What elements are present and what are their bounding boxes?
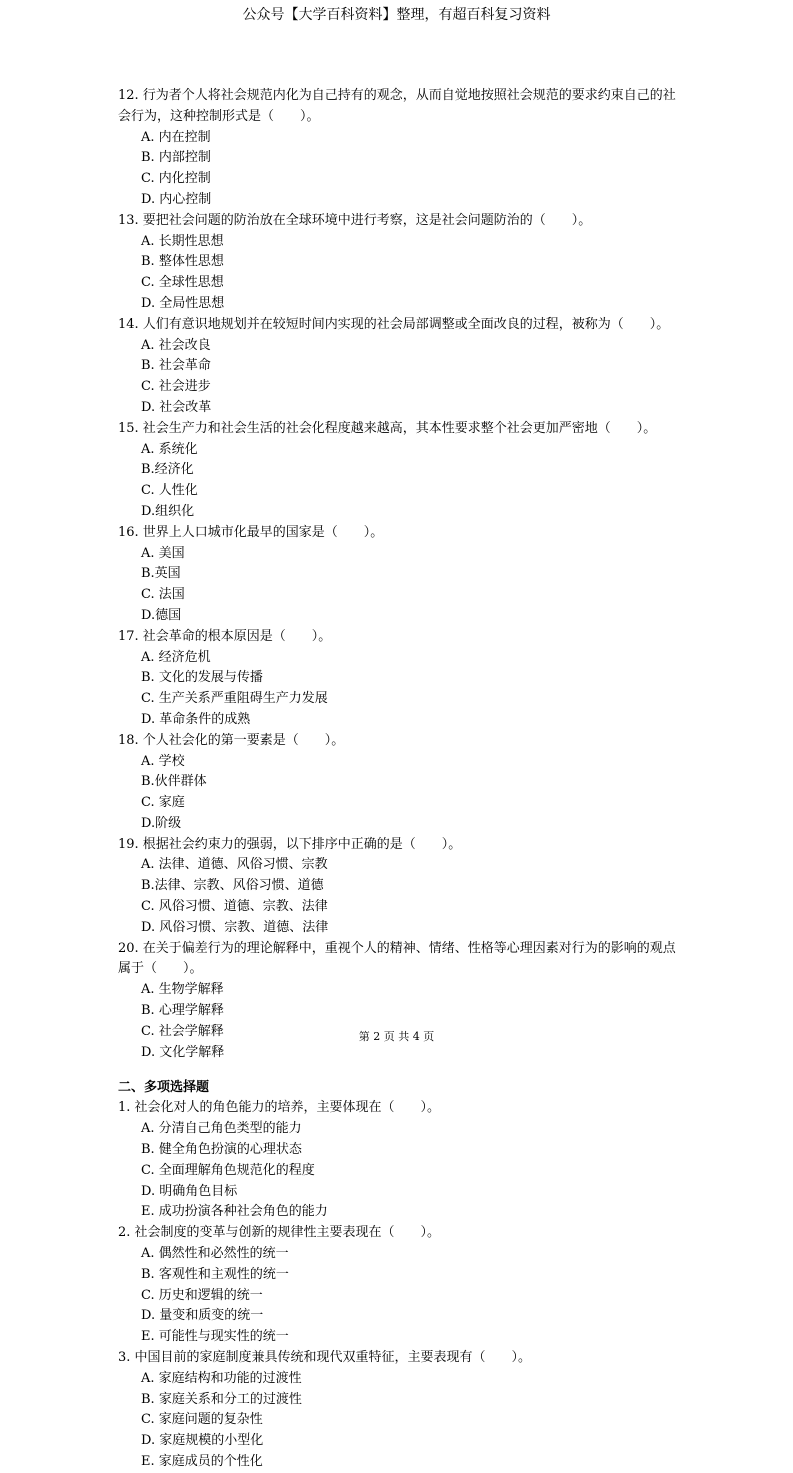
- question: [118, 835, 688, 939]
- question-options: [118, 752, 688, 835]
- answer-option: B. 整体性思想: [141, 254, 224, 270]
- answer-option: D. 内心控制: [141, 191, 212, 207]
- answer-option: A. 系统化: [141, 441, 198, 457]
- answer-option: B. 社会革命: [141, 358, 211, 374]
- answer-option: A. 经济危机: [141, 649, 211, 665]
- answer-option: A. 内在控制: [141, 129, 211, 145]
- answer-option: A. 家庭结构和功能的过渡性: [141, 1370, 302, 1386]
- answer-option: B. 健全角色扮演的心理状态: [141, 1142, 302, 1158]
- answer-option: B. 心理学解释: [141, 1003, 224, 1019]
- answer-option: D.阶级: [141, 815, 182, 831]
- page-header: 公众号【大学百科资料】整理，有超百科复习资料: [242, 7, 551, 23]
- question-stem: 14. 人们有意识地规划并在较短时间内实现的社会局部调整或全面改良的过程，被称为（ ）。: [118, 316, 670, 332]
- answer-option: B.伙伴群体: [141, 774, 207, 790]
- question-options: [118, 440, 688, 523]
- answer-option: C. 社会进步: [141, 379, 211, 395]
- answer-option: C. 家庭: [141, 795, 185, 811]
- answer-option: C. 家庭问题的复杂性: [141, 1412, 263, 1428]
- answer-option: C. 社会学解释: [141, 1023, 224, 1039]
- question-stem: 1. 社会化对人的角色能力的培养，主要体现在（ ）。: [118, 1100, 441, 1116]
- answer-option: A. 生物学解释: [141, 982, 224, 998]
- answer-option: B.英国: [141, 566, 181, 582]
- exam-content: [118, 86, 688, 1473]
- question-options: [118, 855, 688, 938]
- question-options: [118, 980, 688, 1063]
- question-stem: 19. 根据社会约束力的强弱，以下排序中正确的是（ ）。: [118, 836, 462, 852]
- section-title-multiple-choice: 二、多项选择题: [118, 1080, 210, 1096]
- answer-option: A. 分清自己角色类型的能力: [141, 1121, 302, 1137]
- question-stem: 15. 社会生产力和社会生活的社会化程度越来越高，其本性要求整个社会更加严密地（ ）。: [118, 420, 657, 436]
- answer-option: A. 社会改良: [141, 337, 211, 353]
- question-stem: 20. 在关于偏差行为的理论解释中，重视个人的精神、情绪、性格等心理因素对行为的影响的观点属于（ ）。: [118, 940, 676, 977]
- page-footer: 第 2 页 共 4 页: [358, 1030, 435, 1043]
- answer-option: B.经济化: [141, 462, 194, 478]
- answer-option: D. 量变和质变的统一: [141, 1308, 264, 1324]
- answer-option: D. 明确角色目标: [141, 1183, 238, 1199]
- answer-option: D. 革命条件的成熟: [141, 711, 251, 727]
- answer-option: C. 人性化: [141, 483, 198, 499]
- question-options: [118, 128, 688, 211]
- answer-option: D. 全局性思想: [141, 295, 225, 311]
- question-stem: 13. 要把社会问题的防治放在全球环境中进行考察，这是社会问题防治的（ ）。: [118, 212, 592, 228]
- answer-option: C. 全面理解角色规范化的程度: [141, 1162, 315, 1178]
- answer-option: A. 学校: [141, 753, 185, 769]
- question: [118, 731, 688, 835]
- answer-option: C. 内化控制: [141, 171, 211, 187]
- answer-option: D. 家庭规模的小型化: [141, 1433, 264, 1449]
- question-options: [118, 544, 688, 627]
- answer-option: B. 内部控制: [141, 150, 211, 166]
- question: [118, 523, 688, 627]
- answer-option: D.德国: [141, 607, 182, 623]
- question: [118, 1348, 688, 1473]
- answer-option: C. 风俗习惯、道德、宗教、法律: [141, 899, 328, 915]
- question-options: [118, 648, 688, 731]
- answer-option: A. 偶然性和必然性的统一: [141, 1246, 289, 1262]
- question: [118, 1223, 688, 1348]
- multiple-choice-list: [118, 1098, 688, 1472]
- answer-option: C. 全球性思想: [141, 275, 224, 291]
- question-options: [118, 1244, 688, 1348]
- answer-option: D.组织化: [141, 503, 195, 519]
- answer-option: D. 风俗习惯、宗教、道德、法律: [141, 919, 329, 935]
- question-stem: 12. 行为者个人将社会规范内化为自己持有的观念，从而自觉地按照社会规范的要求约束自己的社会行为，这种控制形式是（ ）。: [118, 88, 676, 124]
- answer-option: D. 社会改革: [141, 399, 212, 415]
- question: [118, 86, 688, 211]
- answer-option: E. 可能性与现实性的统一: [141, 1329, 289, 1345]
- question: [118, 315, 688, 419]
- answer-option: C. 历史和逻辑的统一: [141, 1287, 263, 1303]
- question-stem: 2. 社会制度的变革与创新的规律性主要表现在（ ）。: [118, 1225, 441, 1241]
- answer-option: E. 家庭成员的个性化: [141, 1454, 263, 1469]
- question: [118, 939, 688, 1064]
- question-stem: 18. 个人社会化的第一要素是（ ）。: [118, 732, 345, 748]
- question-options: [118, 1119, 688, 1223]
- answer-option: A. 长期性思想: [141, 233, 224, 249]
- question-options: [118, 336, 688, 419]
- question-options: [118, 1369, 688, 1473]
- answer-option: E. 成功扮演各种社会角色的能力: [141, 1204, 328, 1220]
- answer-option: B. 文化的发展与传播: [141, 670, 263, 686]
- single-choice-list: [118, 86, 688, 1063]
- question: [118, 1098, 688, 1223]
- question: [118, 211, 688, 315]
- answer-option: C. 生产关系严重阻碍生产力发展: [141, 691, 328, 707]
- question-stem: 17. 社会革命的根本原因是（ ）。: [118, 628, 332, 644]
- answer-option: A. 法律、道德、风俗习惯、宗教: [141, 857, 328, 873]
- answer-option: D. 文化学解释: [141, 1044, 225, 1060]
- answer-option: B. 家庭关系和分工的过渡性: [141, 1391, 302, 1407]
- question-stem: 16. 世界上人口城市化最早的国家是（ ）。: [118, 524, 384, 540]
- answer-option: B.法律、宗教、风俗习惯、道德: [141, 878, 324, 894]
- question: [118, 627, 688, 731]
- answer-option: C. 法国: [141, 587, 185, 603]
- answer-option: A. 美国: [141, 545, 185, 561]
- question: [118, 419, 688, 523]
- question-stem: 3. 中国目前的家庭制度兼具传统和现代双重特征，主要表现有（ ）。: [118, 1350, 532, 1366]
- question-options: [118, 232, 688, 315]
- answer-option: B. 客观性和主观性的统一: [141, 1266, 289, 1282]
